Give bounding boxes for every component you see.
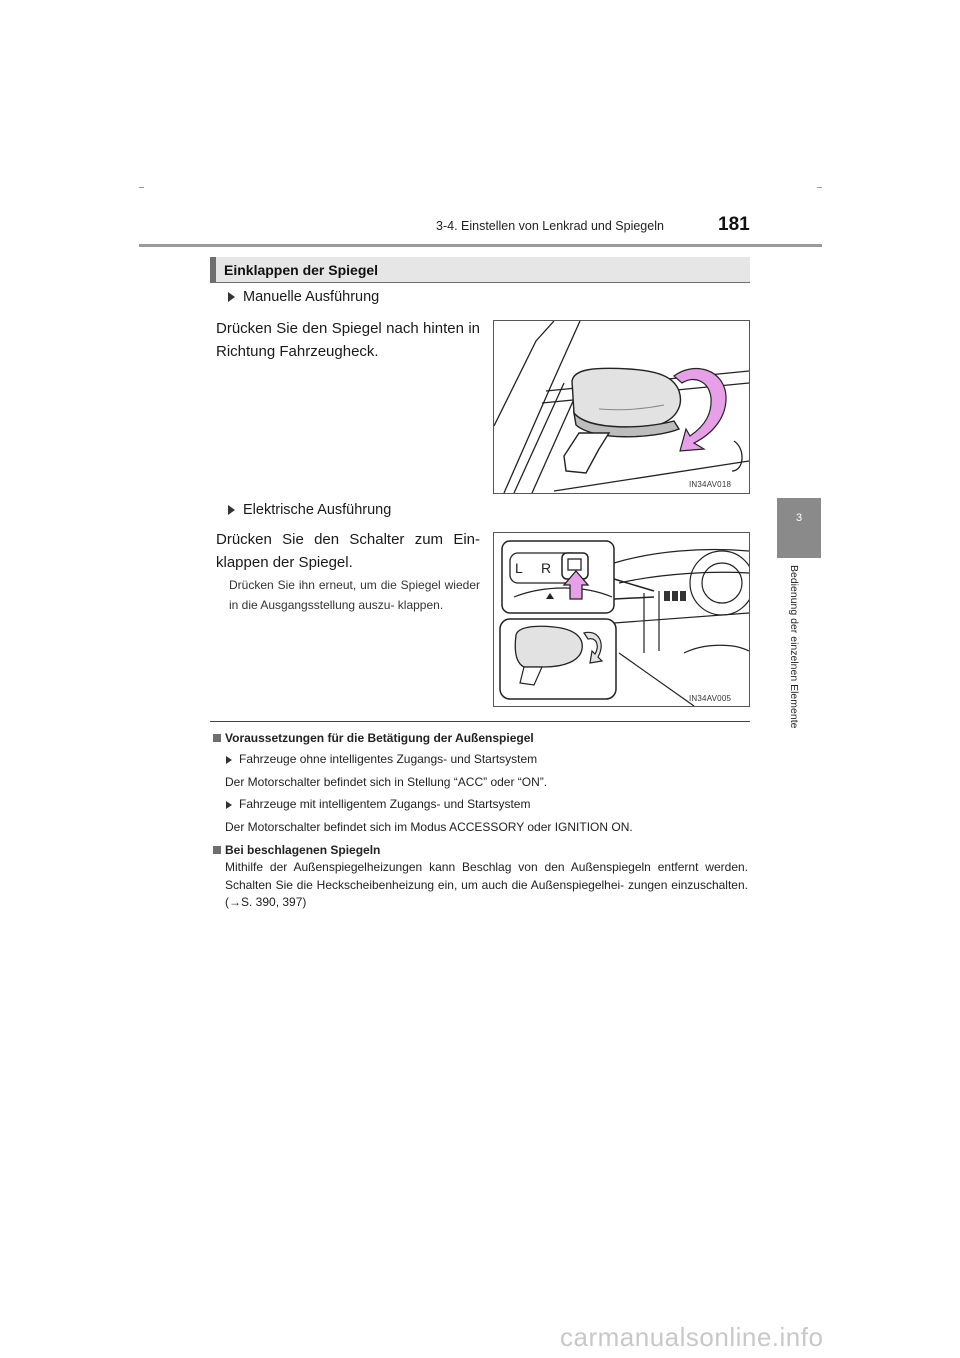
electric-subtext: Drücken Sie ihn erneut, um die Spiegel wieder in die Ausgangsstellung auszu- klappen. (229, 578, 480, 612)
square-bullet-icon (213, 846, 221, 854)
manual-instruction: Drücken Sie den Spiegel nach hinten in Richtung Fahrzeugheck. (216, 320, 480, 360)
running-header: 3-4. Einstellen von Lenkrad und Spiegeln (436, 219, 664, 233)
electric-switch-illustration (493, 532, 750, 707)
triangle-bullet-icon (226, 801, 232, 809)
square-bullet-icon (213, 734, 221, 742)
watermark: carmanualsonline.info (560, 1322, 824, 1352)
header-rule (139, 244, 822, 247)
triangle-bullet-icon (226, 756, 232, 764)
conditions-item2-text: Der Motorschalter befindet sich im Modus ACCESSORY oder IGNITION ON. (225, 820, 633, 834)
crop-mark (817, 187, 822, 188)
manual-mirror-illustration (493, 320, 750, 494)
fogged-heading: Bei beschlagenen Spiegeln (225, 843, 381, 857)
conditions-item1-text: Der Motorschalter befindet sich in Stellung “ACC” oder “ON”. (225, 775, 548, 789)
page-number: 181 (718, 214, 750, 235)
switch-and-dashboard-drawing (494, 533, 749, 706)
chapter-number: 3 (795, 512, 803, 524)
section-underline (210, 282, 750, 283)
manual-subhead: Manuelle Ausführung (243, 289, 380, 305)
notes-separator (210, 721, 750, 722)
conditions-item1-sub: Fahrzeuge ohne intelligentes Zugangs- und Startsystem (239, 752, 538, 766)
electric-subhead: Elektrische Ausführung (243, 502, 392, 518)
chapter-tab (777, 498, 821, 558)
switch-right-label: R (541, 560, 552, 576)
chapter-side-label: Bedienung der einzelnen Elemente (788, 565, 800, 729)
conditions-item2-sub: Fahrzeuge mit intelligentem Zugangs- und Startsystem (239, 797, 531, 811)
section-heading (210, 257, 750, 283)
switch-left-label: L (515, 560, 523, 576)
conditions-heading: Voraussetzungen für die Betätigung der Außenspiegel (225, 731, 534, 745)
section-title: Einklappen der Spiegel (224, 262, 379, 278)
mirror-fold-drawing (494, 321, 749, 493)
triangle-bullet-icon (228, 292, 235, 302)
crop-mark (139, 187, 144, 188)
electric-figure-code: IN34AV005 (689, 694, 732, 703)
fogged-text: Mithilfe der Außenspiegelheizungen kann Beschlag von den Außenspiegeln entfernt werden. Schalten Sie die Heckscheibenheizung ein, um auch die Außenspiegelhei- zungen einzuschalten. (→S. 390, 397) (225, 860, 748, 909)
triangle-bullet-icon (228, 505, 235, 515)
manual-figure-code: IN34AV018 (689, 480, 732, 489)
electric-instruction: Drücken Sie den Schalter zum Ein- klappen der Spiegel. (216, 531, 480, 571)
